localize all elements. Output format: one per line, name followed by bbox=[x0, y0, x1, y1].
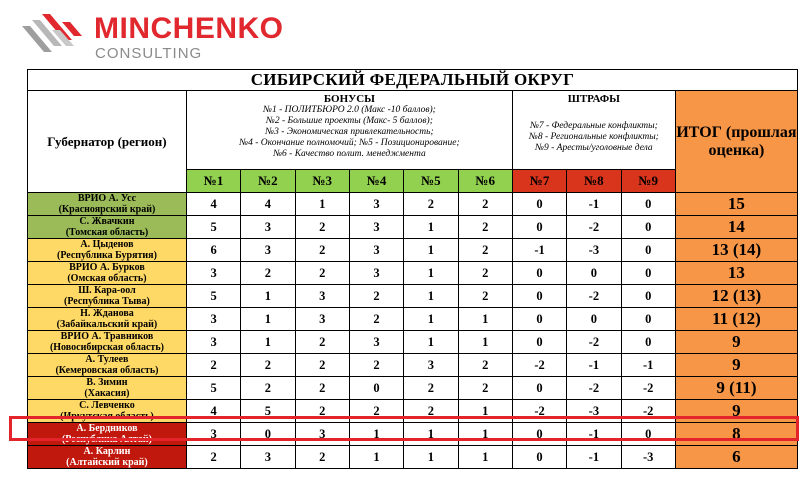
logo-name: MINCHENKO bbox=[94, 12, 284, 45]
governor-cell bbox=[28, 308, 187, 331]
score-cell: -2 bbox=[567, 331, 621, 354]
score-cell: -1 bbox=[567, 446, 621, 469]
table-row bbox=[28, 239, 798, 262]
score-cell: 5 bbox=[241, 400, 295, 423]
score-cell: 3 bbox=[241, 446, 295, 469]
score-cell: -2 bbox=[621, 377, 675, 400]
score-cell: 2 bbox=[458, 216, 512, 239]
score-cell: 0 bbox=[512, 446, 566, 469]
score-cell: 3 bbox=[186, 262, 240, 285]
bonus-line: №1 - ПОЛИТБЮРО 2.0 (Макс -10 баллов); bbox=[262, 105, 436, 115]
score-cell: 3 bbox=[349, 331, 403, 354]
governor-name: ВРИО А. Травников bbox=[60, 331, 154, 342]
column-header-8: №8 bbox=[567, 170, 621, 193]
governor-region: (Республика Алтай) bbox=[61, 434, 153, 445]
governor-region: (Алтайский край) bbox=[66, 457, 148, 468]
score-cell: 3 bbox=[186, 308, 240, 331]
governor-region: (Новосибирская область) bbox=[49, 342, 164, 353]
score-cell: 1 bbox=[404, 285, 458, 308]
governor-region: (Иркутская область) bbox=[60, 411, 154, 422]
score-cell: 2 bbox=[349, 354, 403, 377]
company-logo bbox=[22, 10, 284, 62]
score-cell: 2 bbox=[295, 262, 349, 285]
score-cell: 0 bbox=[349, 377, 403, 400]
score-cell: 1 bbox=[404, 423, 458, 446]
total-cell: 14 bbox=[675, 216, 797, 239]
column-header-4: №4 bbox=[349, 170, 403, 193]
score-cell: 3 bbox=[295, 423, 349, 446]
score-cell: 1 bbox=[241, 285, 295, 308]
governor-region: (Забайкальский край) bbox=[56, 319, 158, 330]
score-cell: 0 bbox=[621, 285, 675, 308]
column-header-3: №3 bbox=[295, 170, 349, 193]
bonus-header bbox=[186, 91, 512, 170]
governor-column-header: Губернатор (регион) bbox=[28, 91, 187, 193]
table-row bbox=[28, 354, 798, 377]
score-cell: 3 bbox=[295, 285, 349, 308]
total-column-header: ИТОГ (прошлая оценка) bbox=[675, 91, 797, 193]
governor-name: С. Жвачкин bbox=[79, 216, 135, 227]
total-cell: 9 (11) bbox=[675, 377, 797, 400]
score-cell: -2 bbox=[512, 354, 566, 377]
score-cell: 3 bbox=[349, 216, 403, 239]
governor-name: Ш. Кара-оол bbox=[78, 285, 136, 296]
column-header-9: №9 bbox=[621, 170, 675, 193]
table-row bbox=[28, 216, 798, 239]
fine-line: №8 - Региональные конфликты; bbox=[528, 132, 659, 142]
score-cell: 0 bbox=[512, 377, 566, 400]
score-cell: 0 bbox=[567, 308, 621, 331]
governor-region: (Кемеровская область) bbox=[55, 365, 159, 376]
score-cell: 1 bbox=[241, 308, 295, 331]
governor-region: (Красноярский край) bbox=[58, 204, 156, 215]
score-cell: 5 bbox=[186, 285, 240, 308]
score-cell: 2 bbox=[241, 262, 295, 285]
total-cell: 6 bbox=[675, 446, 797, 469]
score-cell: -2 bbox=[567, 285, 621, 308]
score-cell: -1 bbox=[567, 423, 621, 446]
score-cell: 0 bbox=[512, 193, 566, 216]
score-cell: 2 bbox=[349, 285, 403, 308]
score-cell: 0 bbox=[512, 216, 566, 239]
score-cell: 0 bbox=[621, 423, 675, 446]
column-header-7: №7 bbox=[512, 170, 566, 193]
score-cell: 5 bbox=[186, 216, 240, 239]
governor-cell bbox=[28, 377, 187, 400]
score-cell: 2 bbox=[349, 308, 403, 331]
total-cell: 9 bbox=[675, 400, 797, 423]
governor-region: (Омская область) bbox=[67, 273, 147, 284]
score-cell: 2 bbox=[295, 446, 349, 469]
score-cell: 5 bbox=[186, 377, 240, 400]
governor-cell bbox=[28, 446, 187, 469]
score-cell: 1 bbox=[404, 331, 458, 354]
score-cell: 0 bbox=[621, 262, 675, 285]
score-cell: 3 bbox=[186, 423, 240, 446]
score-cell: 2 bbox=[404, 377, 458, 400]
score-cell: 0 bbox=[512, 331, 566, 354]
score-cell: -1 bbox=[512, 239, 566, 262]
score-cell: 3 bbox=[404, 354, 458, 377]
score-cell: 4 bbox=[186, 400, 240, 423]
total-cell: 9 bbox=[675, 354, 797, 377]
score-cell: 1 bbox=[458, 308, 512, 331]
score-cell: 1 bbox=[404, 262, 458, 285]
bonus-line: №2 - Большие проекты (Макс- 5 баллов); bbox=[265, 116, 433, 126]
score-cell: 0 bbox=[621, 239, 675, 262]
logo-subtitle: CONSULTING bbox=[95, 45, 203, 62]
column-header-1: №1 bbox=[186, 170, 240, 193]
score-cell: 1 bbox=[404, 446, 458, 469]
governor-cell bbox=[28, 354, 187, 377]
score-cell: 0 bbox=[621, 308, 675, 331]
score-cell: 0 bbox=[512, 262, 566, 285]
score-cell: 3 bbox=[241, 216, 295, 239]
score-cell: 2 bbox=[458, 354, 512, 377]
score-cell: 0 bbox=[621, 193, 675, 216]
highlight-frame bbox=[9, 416, 799, 441]
logo-stripes-icon bbox=[22, 12, 82, 60]
governor-name: ВРИО А. Усс bbox=[77, 193, 137, 204]
score-cell: 2 bbox=[458, 377, 512, 400]
governor-cell bbox=[28, 331, 187, 354]
governor-name: ВРИО А. Бурков bbox=[69, 262, 145, 273]
score-cell: -1 bbox=[567, 354, 621, 377]
table-title: СИБИРСКИЙ ФЕДЕРАЛЬНЫЙ ОКРУГ bbox=[28, 70, 798, 91]
total-cell: 13 bbox=[675, 262, 797, 285]
score-cell: 1 bbox=[241, 331, 295, 354]
table-row bbox=[28, 285, 798, 308]
table-row bbox=[28, 331, 798, 354]
total-cell: 13 (14) bbox=[675, 239, 797, 262]
score-cell: 2 bbox=[241, 377, 295, 400]
score-cell: 2 bbox=[186, 354, 240, 377]
score-cell: 2 bbox=[295, 400, 349, 423]
score-cell: 2 bbox=[241, 354, 295, 377]
governor-name: А. Тулеев bbox=[85, 354, 129, 365]
governor-name: А. Карлин bbox=[83, 446, 131, 457]
score-cell: 3 bbox=[349, 262, 403, 285]
bonus-line: №6 - Качество полит. менеджмента bbox=[273, 149, 426, 159]
score-cell: -1 bbox=[621, 354, 675, 377]
governor-cell bbox=[28, 285, 187, 308]
score-cell: 3 bbox=[295, 308, 349, 331]
total-cell: 11 (12) bbox=[675, 308, 797, 331]
score-cell: 3 bbox=[349, 239, 403, 262]
bonus-line: №3 - Экономическая привлекательность; bbox=[265, 127, 434, 137]
score-cell: 2 bbox=[295, 216, 349, 239]
score-cell: 0 bbox=[512, 285, 566, 308]
score-cell: 2 bbox=[295, 377, 349, 400]
score-cell: 1 bbox=[349, 446, 403, 469]
score-cell: -3 bbox=[621, 446, 675, 469]
governor-name: Н. Жданова bbox=[80, 308, 134, 319]
governor-region: (Республика Тыва) bbox=[64, 296, 150, 307]
score-cell: 1 bbox=[404, 216, 458, 239]
score-cell: 2 bbox=[458, 262, 512, 285]
governor-name: В. Зимин bbox=[86, 377, 128, 388]
fines-title: ШТРАФЫ bbox=[567, 93, 620, 105]
score-cell: 2 bbox=[404, 400, 458, 423]
score-cell: -2 bbox=[621, 400, 675, 423]
score-cell: -2 bbox=[567, 216, 621, 239]
score-cell: 2 bbox=[349, 400, 403, 423]
score-cell: 3 bbox=[186, 331, 240, 354]
score-cell: 6 bbox=[186, 239, 240, 262]
score-cell: 2 bbox=[458, 285, 512, 308]
governor-region: (Хакасия) bbox=[84, 388, 130, 399]
score-cell: 1 bbox=[404, 308, 458, 331]
table-row bbox=[28, 446, 798, 469]
score-cell: -2 bbox=[512, 400, 566, 423]
score-cell: 2 bbox=[458, 239, 512, 262]
governor-name: А. Бердников bbox=[76, 423, 138, 434]
rating-table bbox=[27, 69, 798, 469]
column-header-5: №5 bbox=[404, 170, 458, 193]
governor-region: (Республика Бурятия) bbox=[56, 250, 157, 261]
bonus-title: БОНУСЫ bbox=[323, 93, 375, 105]
score-cell: -3 bbox=[567, 400, 621, 423]
score-cell: 1 bbox=[404, 239, 458, 262]
score-cell: 1 bbox=[458, 446, 512, 469]
total-cell: 8 bbox=[675, 423, 797, 446]
table-row bbox=[28, 262, 798, 285]
score-cell: 1 bbox=[349, 423, 403, 446]
fine-line: №7 - Федеральные конфликты; bbox=[529, 121, 658, 131]
score-cell: 0 bbox=[567, 262, 621, 285]
governor-cell bbox=[28, 239, 187, 262]
column-header-6: №6 bbox=[458, 170, 512, 193]
table-row bbox=[28, 193, 798, 216]
governor-cell bbox=[28, 216, 187, 239]
governor-cell bbox=[28, 193, 187, 216]
governor-cell bbox=[28, 262, 187, 285]
fines-header bbox=[512, 91, 675, 170]
score-cell: 0 bbox=[512, 308, 566, 331]
score-cell: 2 bbox=[295, 354, 349, 377]
score-cell: 1 bbox=[458, 423, 512, 446]
table-row bbox=[28, 377, 798, 400]
score-cell: 2 bbox=[404, 193, 458, 216]
score-cell: -2 bbox=[567, 377, 621, 400]
score-cell: 0 bbox=[512, 423, 566, 446]
score-cell: 4 bbox=[186, 193, 240, 216]
table-row bbox=[28, 308, 798, 331]
total-cell: 9 bbox=[675, 331, 797, 354]
governor-name: А. Цыденов bbox=[80, 239, 134, 250]
score-cell: 1 bbox=[295, 193, 349, 216]
score-cell: 0 bbox=[621, 216, 675, 239]
score-cell: 3 bbox=[241, 239, 295, 262]
score-cell: 0 bbox=[621, 331, 675, 354]
column-header-2: №2 bbox=[241, 170, 295, 193]
score-cell: 2 bbox=[186, 446, 240, 469]
total-cell: 15 bbox=[675, 193, 797, 216]
score-cell: 4 bbox=[241, 193, 295, 216]
score-cell: 0 bbox=[241, 423, 295, 446]
bonus-line: №4 - Окончание полномочий; №5 - Позиционирование; bbox=[239, 138, 460, 148]
score-cell: 1 bbox=[458, 400, 512, 423]
score-cell: 2 bbox=[458, 193, 512, 216]
score-cell: 2 bbox=[295, 239, 349, 262]
total-cell: 12 (13) bbox=[675, 285, 797, 308]
governor-region: (Томская область) bbox=[65, 227, 149, 238]
score-cell: -3 bbox=[567, 239, 621, 262]
score-cell: 3 bbox=[349, 193, 403, 216]
score-cell: 1 bbox=[458, 331, 512, 354]
fine-line: №9 - Аресты/уголовные дела bbox=[535, 143, 653, 153]
governor-name: С. Левченко bbox=[79, 400, 135, 411]
score-cell: 2 bbox=[295, 331, 349, 354]
score-cell: -1 bbox=[567, 193, 621, 216]
